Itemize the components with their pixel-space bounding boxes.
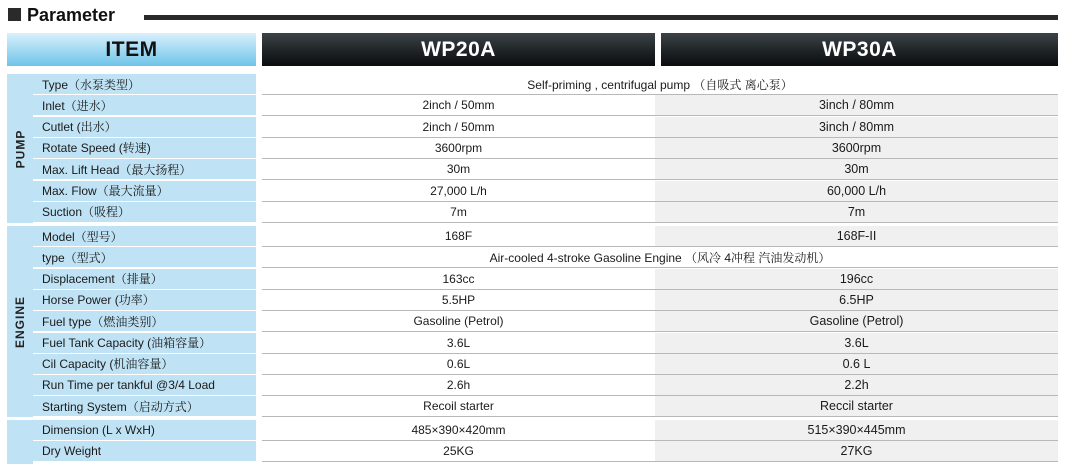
section-header: [6, 4, 1058, 28]
value-wp30a: 196cc: [655, 269, 1058, 290]
value-wp20a: 3600rpm: [262, 138, 655, 159]
row-label: Fuel type（燃油类别）: [33, 311, 256, 332]
table-row: [33, 396, 1058, 417]
group-pump: [7, 74, 33, 223]
value-wp30a: 3600rpm: [655, 138, 1058, 159]
value-wp20a: 0.6L: [262, 354, 655, 375]
table-row: [33, 420, 1058, 441]
table-row: [33, 269, 1058, 290]
row-label: Fuel Tank Capacity (油箱容量）: [33, 333, 256, 354]
value-wp20a: 5.5HP: [262, 290, 655, 311]
header-model-a: WP20A: [262, 33, 655, 66]
table-row: [33, 117, 1058, 138]
header-model-b: WP30A: [661, 33, 1058, 66]
value-wp20a: 2inch / 50mm: [262, 95, 655, 116]
value-shared: Self-priming , centrifugal pump （自吸式 离心泵）: [262, 74, 1058, 95]
value-wp30a: Reccil starter: [655, 396, 1058, 417]
row-label: Type（水泵类型）: [33, 74, 256, 95]
row-label: Max. Flow（最大流量）: [33, 181, 256, 202]
square-bullet-icon: [8, 8, 21, 21]
group-engine: [7, 226, 33, 417]
table-row: [33, 441, 1058, 462]
row-label: Cil Capacity (机油容量）: [33, 354, 256, 375]
row-label: Horse Power (功率）: [33, 290, 256, 311]
value-wp20a: 3.6L: [262, 333, 655, 354]
value-wp30a: 7m: [655, 202, 1058, 223]
section-title: Parameter: [27, 5, 116, 25]
group-pump-label: PUMP: [13, 129, 28, 168]
value-wp30a: 60,000 L/h: [655, 181, 1058, 202]
table-row: [33, 202, 1058, 223]
value-wp20a: 30m: [262, 159, 655, 180]
value-shared: Air-cooled 4-stroke Gasoline Engine （风冷 4冲程 汽油发动机）: [262, 247, 1058, 268]
table-row: [33, 74, 1058, 95]
value-wp20a: 2inch / 50mm: [262, 117, 655, 138]
value-wp20a: 2.6h: [262, 375, 655, 396]
row-label: Cutlet (出水）: [33, 117, 256, 138]
row-label: Run Time per tankful @3/4 Load: [33, 375, 256, 396]
table-row: [33, 159, 1058, 180]
value-wp30a: 3inch / 80mm: [655, 117, 1058, 138]
group-engine-label: ENGINE: [13, 295, 28, 348]
row-label: type（型式）: [33, 247, 256, 268]
group-general: [7, 420, 33, 464]
value-wp30a: 27KG: [655, 441, 1058, 462]
value-wp20a: Gasoline (Petrol): [262, 311, 655, 332]
row-label: Max. Lift Head（最大扬程）: [33, 159, 256, 180]
header-item: ITEM: [7, 33, 256, 66]
value-wp30a: Gasoline (Petrol): [655, 311, 1058, 332]
value-wp20a: 485×390×420mm: [262, 420, 655, 441]
title-divider: [144, 15, 1058, 20]
value-wp20a: 27,000 L/h: [262, 181, 655, 202]
value-wp20a: 168F: [262, 226, 655, 247]
value-wp30a: 6.5HP: [655, 290, 1058, 311]
table-row: [33, 333, 1058, 354]
table-row: [33, 138, 1058, 159]
row-label: Model（型号）: [33, 226, 256, 247]
value-wp30a: 3.6L: [655, 333, 1058, 354]
table-row: [33, 311, 1058, 332]
row-label: Displacement（排量）: [33, 269, 256, 290]
row-label: Starting System（启动方式）: [33, 396, 256, 417]
row-label: Dry Weight: [33, 441, 256, 462]
table-row: [33, 226, 1058, 247]
value-wp30a: 515×390×445mm: [655, 420, 1058, 441]
table-row: [33, 375, 1058, 396]
value-wp30a: 2.2h: [655, 375, 1058, 396]
value-wp30a: 30m: [655, 159, 1058, 180]
row-label: Dimension (L x WxH): [33, 420, 256, 441]
row-label: Rotate Speed (转速): [33, 138, 256, 159]
table-row: [33, 181, 1058, 202]
row-label: Suction（吸程）: [33, 202, 256, 223]
row-label: Inlet（进水）: [33, 95, 256, 116]
value-wp30a: 0.6 L: [655, 354, 1058, 375]
value-wp20a: 7m: [262, 202, 655, 223]
table-row: [33, 290, 1058, 311]
value-wp30a: 168F-II: [655, 226, 1058, 247]
table-row: [33, 247, 1058, 268]
value-wp20a: 25KG: [262, 441, 655, 462]
table-row: [33, 354, 1058, 375]
table-row: [33, 95, 1058, 116]
value-wp20a: Recoil starter: [262, 396, 655, 417]
value-wp20a: 163cc: [262, 269, 655, 290]
value-wp30a: 3inch / 80mm: [655, 95, 1058, 116]
